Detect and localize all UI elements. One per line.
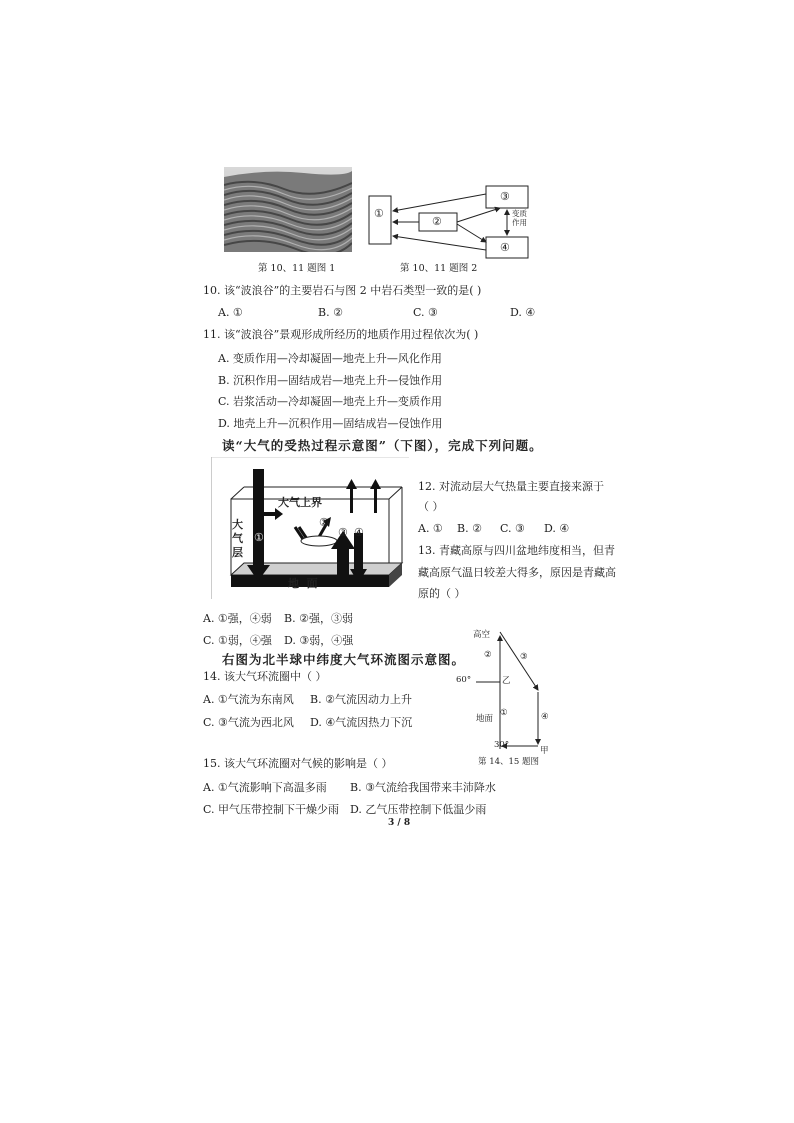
q14-stem: 14. 该大气环流圈中（ ） xyxy=(203,670,327,683)
q13-line1: 13. 青藏高原与四川盆地纬度相当，但青 xyxy=(418,544,615,557)
page-number: 3 / 8 xyxy=(388,818,411,828)
q11-option-b: B. 沉积作用—固结成岩—地壳上升—侵蚀作用 xyxy=(218,374,443,387)
circ-num-2: ② xyxy=(484,650,492,660)
rock-node-4: ④ xyxy=(500,241,510,254)
atmos-upper-bound-label: 大气上界 xyxy=(278,496,322,509)
q11-option-a: A. 变质作用—冷却凝固—地壳上升—风化作用 xyxy=(218,352,442,365)
circ-yi-label: 乙 xyxy=(502,676,511,686)
q10-option-a: A. ① xyxy=(218,306,243,319)
intro-atmosphere-heating: 读“大气的受热过程示意图”（下图），完成下列问题。 xyxy=(222,438,543,453)
circ-num-4: ④ xyxy=(541,712,549,722)
circ-num-3: ③ xyxy=(520,652,528,662)
fig2-caption: 第 10、11 题图 2 xyxy=(400,263,478,274)
q15-option-d: D. 乙气压带控制下低温少雨 xyxy=(350,803,487,816)
circ-lat60-label: 60° xyxy=(456,675,472,685)
q15-option-c: C. 甲气压带控制下干燥少雨 xyxy=(203,803,340,816)
circ-num-1: ① xyxy=(500,708,508,718)
q14-option-a: A. ①气流为东南风 xyxy=(203,693,294,706)
q13-option-d: D. ③弱，④强 xyxy=(284,634,354,647)
q12-option-c: C. ③ xyxy=(500,522,525,535)
q10-option-b: B. ② xyxy=(318,306,343,319)
circ-high-air-label: 高空 xyxy=(473,630,491,640)
atmos-num-1: ① xyxy=(254,531,264,544)
metamorphism-label: 变质作用 xyxy=(512,209,527,227)
atmos-num-4: ④ xyxy=(354,526,364,539)
q13-line3: 原的（ ） xyxy=(418,587,466,600)
atmos-num-3: ③ xyxy=(338,526,348,539)
q15-option-a: A. ①气流影响下高温多雨 xyxy=(203,781,327,794)
rock-node-1: ① xyxy=(374,207,384,220)
circ-caption: 第 14、15 题图 xyxy=(478,757,540,767)
intro-circulation: 右图为北半球中纬度大气环流图示意图。 xyxy=(222,652,466,667)
circ-jia-label: 甲 xyxy=(540,746,549,756)
circ-ground-label: 地面 xyxy=(476,714,494,724)
q14-option-c: C. ③气流为西北风 xyxy=(203,716,294,729)
fig1-caption: 第 10、11 题图 1 xyxy=(258,263,336,274)
circ-lat30-label: 30° xyxy=(494,740,510,750)
q10-option-c: C. ③ xyxy=(413,306,438,319)
wave-valley-photo xyxy=(224,167,352,252)
q13-option-b: B. ②强，③弱 xyxy=(284,612,353,625)
q11-option-c: C. 岩浆活动—冷却凝固—地壳上升—变质作用 xyxy=(218,395,443,408)
q13-option-a: A. ①强，④弱 xyxy=(203,612,272,625)
q12-stem: 12. 对流动层大气热量主要直接来源于 xyxy=(418,480,604,493)
q15-option-b: B. ③气流给我国带来丰沛降水 xyxy=(350,781,496,794)
q14-option-d: D. ④气流因热力下沉 xyxy=(310,716,413,729)
atmos-ground-label: 地 面 xyxy=(288,577,318,590)
q12-option-d: D. ④ xyxy=(544,522,570,535)
q12-paren: （ ） xyxy=(418,500,444,513)
q10-option-d: D. ④ xyxy=(510,306,536,319)
q11-option-d: D. 地壳上升—沉积作用—固结成岩—侵蚀作用 xyxy=(218,417,443,430)
q15-stem: 15. 该大气环流圈对气候的影响是（ ） xyxy=(203,757,393,770)
q12-option-b: B. ② xyxy=(457,522,482,535)
circulation-diagram xyxy=(470,624,560,754)
rock-node-2: ② xyxy=(432,215,442,228)
atmos-layer-label: 大气层 xyxy=(232,518,243,559)
q13-option-c: C. ①弱，④强 xyxy=(203,634,272,647)
rock-node-3: ③ xyxy=(500,190,510,203)
q11-stem: 11. 该“波浪谷”景观形成所经历的地质作用过程依次为( ) xyxy=(203,328,479,341)
q13-line2: 藏高原气温日较差大得多，原因是青藏高 xyxy=(418,566,616,579)
q14-option-b: B. ②气流因动力上升 xyxy=(310,693,412,706)
q10-stem: 10. 该“波浪谷”的主要岩石与图 2 中岩石类型一致的是( ) xyxy=(203,284,482,297)
q12-option-a: A. ① xyxy=(418,522,443,535)
atmos-num-2: ② xyxy=(319,516,329,529)
